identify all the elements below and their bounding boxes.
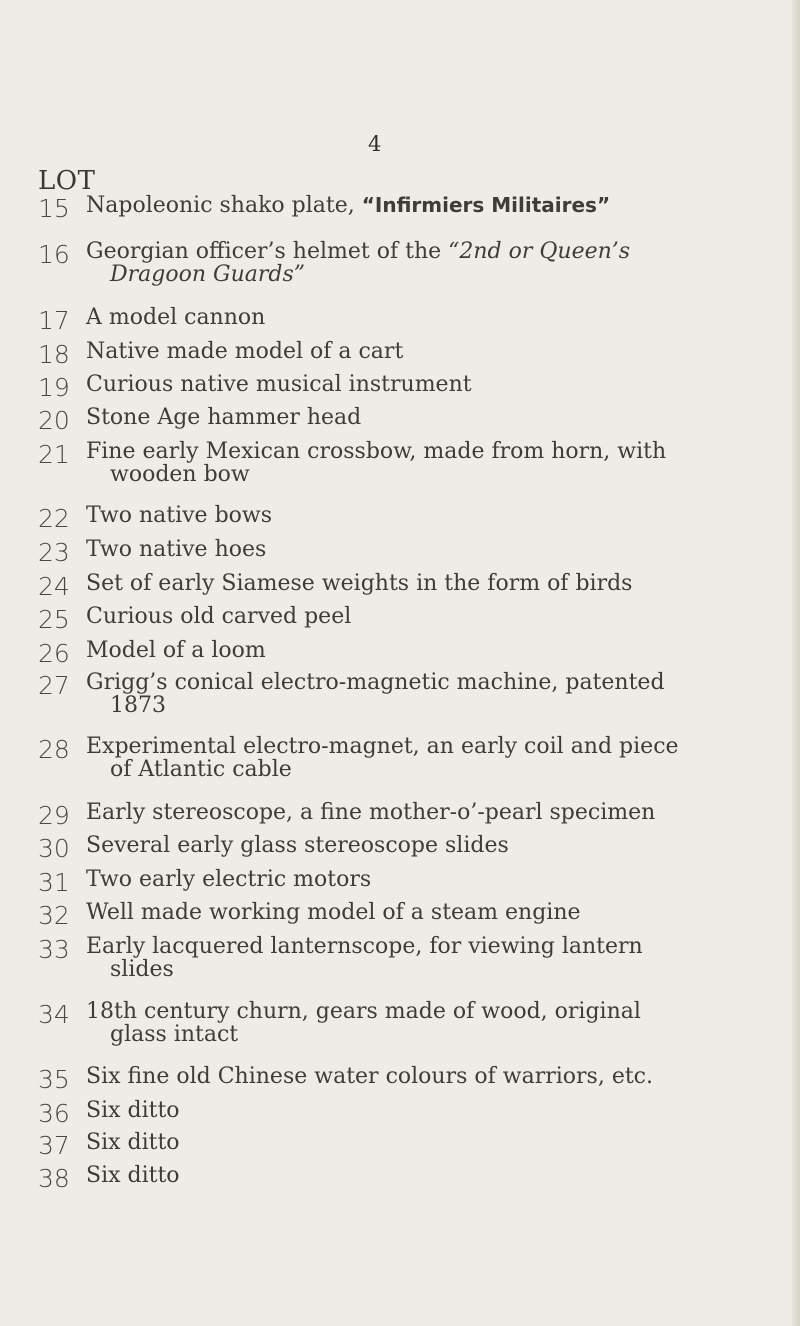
lot-description-continuation: glass intact (110, 1022, 239, 1047)
lot-description (86, 1000, 776, 1046)
lot-number: 36 (38, 1099, 70, 1128)
lot-number: 35 (38, 1065, 70, 1094)
lot-description (86, 1164, 776, 1187)
lot-number: 31 (38, 868, 70, 897)
lot-description-text: Model of a loom (86, 638, 266, 663)
lot-number: 32 (38, 901, 70, 930)
lot-number: 34 (38, 1000, 70, 1029)
lot-number: 38 (38, 1164, 70, 1193)
lot-description (86, 735, 776, 781)
lot-description-text: Napoleonic shako plate, (86, 193, 362, 218)
lot-description-text: Two early electric motors (86, 867, 372, 892)
lot-description-text: Fine early Mexican crossbow, made from horn, with (86, 439, 667, 464)
lot-description-emphasis: “Infirmiers Militaires” (361, 193, 611, 217)
lot-number: 33 (38, 935, 70, 964)
lot-column-header: LOT (38, 166, 96, 196)
lot-description (86, 194, 776, 217)
lot-description-text: Several early glass stereoscope slides (86, 833, 509, 858)
lot-description (86, 801, 776, 824)
lot-description (86, 406, 776, 429)
lot-description-continuation: Dragoon Guards” (110, 262, 306, 287)
lot-number: 37 (38, 1131, 70, 1160)
lot-number: 25 (38, 605, 70, 634)
lot-description-text: Experimental electro-magnet, an early coil and piece (86, 734, 679, 759)
lot-description (86, 639, 776, 662)
lot-description (86, 868, 776, 891)
lot-number: 30 (38, 834, 70, 863)
lot-description-text: Grigg’s conical electro-magnetic machine, patented (86, 670, 665, 695)
lot-description (86, 671, 776, 717)
page-number: 4 (368, 132, 382, 156)
page-edge (792, 0, 800, 1326)
lot-description-text: Two native bows (86, 503, 273, 528)
lot-number: 23 (38, 538, 70, 567)
lot-description (86, 240, 776, 286)
lot-description-text: Two native hoes (86, 537, 267, 562)
lot-description-text: Early lacquered lanternscope, for viewing lantern (86, 934, 643, 959)
lot-number: 22 (38, 504, 70, 533)
lot-description (86, 1131, 776, 1154)
lot-number: 18 (38, 340, 70, 369)
lot-description (86, 834, 776, 857)
lot-description-text: Curious old carved peel (86, 604, 352, 629)
lot-description-text: A model cannon (86, 305, 266, 330)
lot-description (86, 440, 776, 486)
lot-description-text: Well made working model of a steam engine (86, 900, 581, 925)
lot-number: 24 (38, 572, 70, 601)
lot-description (86, 605, 776, 628)
lot-number: 19 (38, 373, 70, 402)
lot-description-text: Six ditto (86, 1163, 180, 1188)
lot-description (86, 538, 776, 561)
lot-description (86, 572, 776, 595)
lot-description (86, 306, 776, 329)
lot-description-text: Six ditto (86, 1130, 180, 1155)
lot-description-text: Six fine old Chinese water colours of warriors, etc. (86, 1064, 653, 1089)
lot-description-text: Curious native musical instrument (86, 372, 472, 397)
lot-number: 16 (38, 240, 70, 269)
lot-number: 15 (38, 194, 70, 223)
lot-description-emphasis: “2nd or Queen’s (448, 239, 631, 264)
lot-description-text: Georgian officer’s helmet of the (86, 239, 449, 264)
lot-number: 20 (38, 406, 70, 435)
lot-description (86, 1099, 776, 1122)
lot-description (86, 1065, 776, 1088)
lot-description-continuation: of Atlantic cable (110, 757, 292, 782)
lot-description-text: Native made model of a cart (86, 339, 404, 364)
lot-description-text: Set of early Siamese weights in the form of birds (86, 571, 633, 596)
lot-description-continuation: 1873 (110, 693, 166, 718)
lot-description-continuation: wooden bow (110, 462, 250, 487)
lot-description (86, 935, 776, 981)
lot-description (86, 340, 776, 363)
lot-description-continuation: slides (110, 957, 174, 982)
lot-number: 21 (38, 440, 70, 469)
lot-description-text: 18th century churn, gears made of wood, original (86, 999, 641, 1024)
lot-number: 26 (38, 639, 70, 668)
lot-number: 27 (38, 671, 70, 700)
lot-description (86, 901, 776, 924)
lot-description (86, 504, 776, 527)
lot-number: 29 (38, 801, 70, 830)
lot-number: 17 (38, 306, 70, 335)
lot-description (86, 373, 776, 396)
lot-description-text: Early stereoscope, a fine mother-o’-pearl specimen (86, 800, 656, 825)
lot-description-text: Stone Age hammer head (86, 405, 362, 430)
lot-number: 28 (38, 735, 70, 764)
lot-description-text: Six ditto (86, 1098, 180, 1123)
